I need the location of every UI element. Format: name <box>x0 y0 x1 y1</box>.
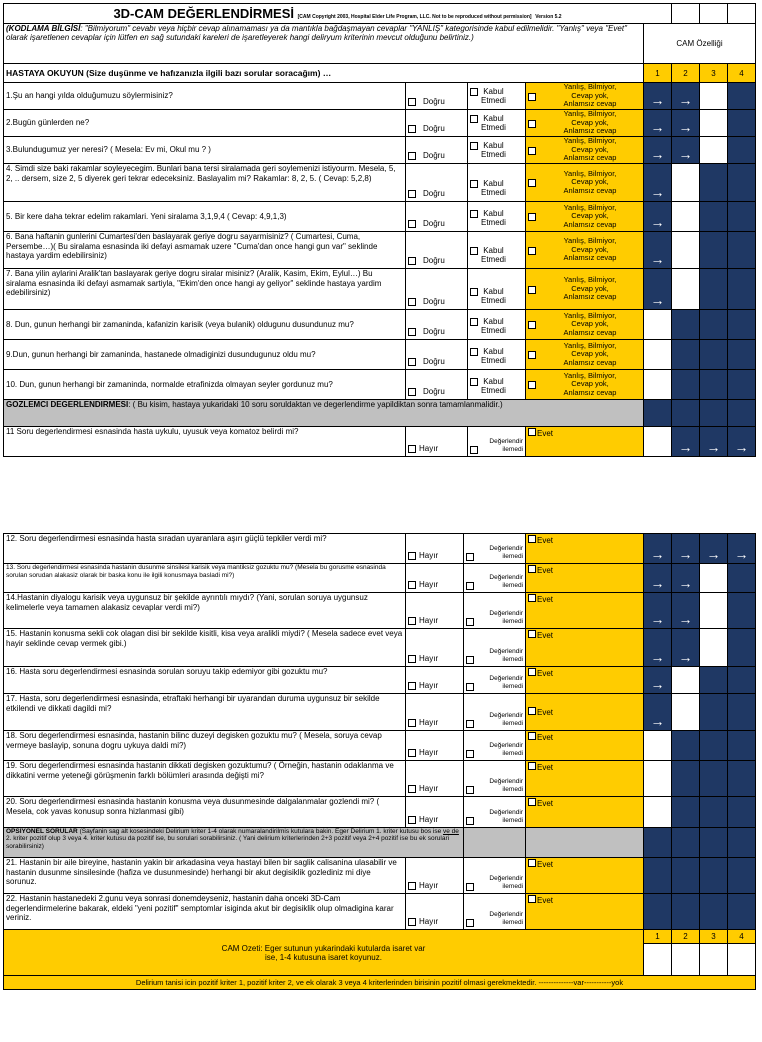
feature-4-blank <box>728 83 756 110</box>
feature-2-arrow[interactable]: → <box>672 534 700 564</box>
checkbox-icon[interactable] <box>470 142 478 150</box>
feature-3-blank <box>700 797 728 828</box>
option-no[interactable]: Hayır <box>406 564 464 593</box>
feature-2-arrow[interactable]: → <box>672 564 700 593</box>
option-wrong[interactable]: Yanlış, Bilmiyor, Cevap yok, Anlamsız cevap <box>526 269 644 310</box>
feature-3-blank <box>700 761 728 797</box>
optional-question-row <box>4 858 756 894</box>
question-text: 8. Dun, gunun herhangi bir zamaninda, kafanizin karisik (veya bulanik) oldugunu dusundunuz mu? <box>4 310 406 340</box>
checkbox-icon[interactable] <box>528 213 536 221</box>
page-title <box>4 4 672 24</box>
option-correct[interactable]: Doğru <box>406 232 468 269</box>
option-wrong[interactable]: Yanlış, Bilmiyor, Cevap yok, Anlamsız cevap <box>526 232 644 269</box>
option-refused[interactable]: Kabul Etmedi <box>468 164 526 202</box>
feature-1-arrow[interactable]: → <box>644 232 672 269</box>
question-text: 22. Hastanin hastanedeki 2.gunu veya sonrasi donemdeyseniz, hastanin daha onceki 3D-Cam degerlendirmelerine bakarak, eldeki "yeni pozitif" semptomlar isiginda akut bir degisiklik olup olmadigina karar veriniz. <box>4 894 406 930</box>
version-text: Version 5.2 <box>535 14 562 20</box>
checkbox-icon[interactable] <box>408 655 416 663</box>
question-text: 9.Dun, gunun herhangi bir zamaninda, hastanede olmadiginizi dusundugunuz oldu mu? <box>4 340 406 370</box>
option-no[interactable]: Hayır <box>406 858 464 894</box>
option-not-assessable[interactable]: Değerlendir ilemedi <box>464 894 526 930</box>
option-correct[interactable]: Doğru <box>406 340 468 370</box>
checkbox-icon[interactable] <box>466 720 474 728</box>
feature-3-box[interactable] <box>700 593 728 629</box>
feature-2-arrow[interactable]: → <box>672 137 700 164</box>
feature-3-box[interactable] <box>700 83 728 110</box>
checkbox-icon[interactable] <box>470 88 478 96</box>
option-refused[interactable]: Kabul Etmedi <box>468 340 526 370</box>
checkbox-icon[interactable] <box>528 668 536 676</box>
title-text: 3D-CAM DEĞERLENDİRMESİ <box>113 6 295 21</box>
feature-3-box[interactable] <box>700 137 728 164</box>
feature-4-blank <box>728 797 756 828</box>
checkbox-icon[interactable] <box>408 98 416 106</box>
checkbox-icon[interactable] <box>408 785 416 793</box>
feature-4-blank <box>728 731 756 761</box>
feature-4-arrow[interactable]: → <box>728 534 756 564</box>
checkbox-icon[interactable] <box>470 210 478 218</box>
feature-4-blank <box>728 232 756 269</box>
feature-2-arrow[interactable]: → <box>672 593 700 629</box>
feature-col-3: 3 <box>700 64 728 83</box>
option-yes[interactable]: Evet <box>526 427 644 457</box>
checkbox-icon[interactable] <box>408 552 416 560</box>
patient-question-row <box>4 232 756 269</box>
checkbox-icon[interactable] <box>528 565 536 573</box>
optional-question-row <box>4 894 756 930</box>
feature-1-arrow[interactable]: → <box>644 564 672 593</box>
option-wrong[interactable]: Yanlış, Bilmiyor, Cevap yok, Anlamsız cevap <box>526 202 644 232</box>
checkbox-icon[interactable] <box>408 749 416 757</box>
checkbox-icon[interactable] <box>408 617 416 625</box>
option-wrong[interactable]: Yanlış, Bilmiyor, Cevap yok, Anlamsız cevap <box>526 310 644 340</box>
checkbox-icon[interactable] <box>470 247 478 255</box>
checkbox-icon[interactable] <box>528 179 536 187</box>
question-text: 13. Soru degerlendirmesi esnasinda hastanin dusunme sinsilesi karisik veya mantiksiz gozuktu mu? (Mesela bu gorusme esnasinda sorulan sorudan alakasiz olarak bir baska konu ile ilgili konusmaya basladi mi?) <box>4 564 406 593</box>
option-wrong[interactable]: Yanlış, Bilmiyor, Cevap yok, Anlamsız cevap <box>526 137 644 164</box>
option-no[interactable]: Hayır <box>406 593 464 629</box>
option-no[interactable]: Hayır <box>406 534 464 564</box>
feature-col-4: 4 <box>728 64 756 83</box>
feature-4-blank <box>728 761 756 797</box>
option-yes[interactable]: Evet <box>526 694 644 731</box>
checkbox-icon[interactable] <box>528 707 536 715</box>
question-text: 15. Hastanin konusma sekli cok olagan disi bir sekilde kisitli, kisa veya aralikli miydi? ( Mesela sadece evet veya hayir seklinde cevap vermek gibi.) <box>4 629 406 667</box>
observer-question-row <box>4 797 756 828</box>
summary-col-1: 1 <box>644 930 672 944</box>
checkbox-icon[interactable] <box>528 594 536 602</box>
question-text: 21. Hastanin bir aile bireyine, hastanin yakin bir arkadasina veya hastayi bilen bir saglik calisanina ulasabilir ve hastanin dusunme sinsilesinde (hafiza ve dusunmesinde) herhangi bir akut degisiklik gozlediniz mi diye sorunuz. <box>4 858 406 894</box>
feature-4-blank <box>728 269 756 310</box>
feature-1-arrow[interactable]: → <box>644 629 672 667</box>
option-yes[interactable]: Evet <box>526 629 644 667</box>
checkbox-icon[interactable] <box>408 358 416 366</box>
summary-box-4[interactable] <box>728 944 756 976</box>
option-correct[interactable]: Doğru <box>406 202 468 232</box>
checkbox-icon[interactable] <box>528 630 536 638</box>
option-wrong[interactable]: Yanlış, Bilmiyor, Cevap yok, Anlamsız cevap <box>526 370 644 400</box>
option-correct[interactable]: Doğru <box>406 83 468 110</box>
option-refused[interactable]: Kabul Etmedi <box>468 269 526 310</box>
option-not-assessable[interactable]: Değerlendir ilemedi <box>464 534 526 564</box>
option-refused[interactable]: Kabul Etmedi <box>468 83 526 110</box>
feature-2-box[interactable] <box>672 232 700 269</box>
read-to-patient-header: HASTAYA OKUYUN (Size duşünme ve hafızanızla ilgili bazı sorular soracağım) … <box>4 64 644 83</box>
option-yes[interactable]: Evet <box>526 534 644 564</box>
question-text: 6. Bana haftanin gunlerini Cumartesi'den baslayarak geriye dogru sayarmisiniz? ( Cumartesi, Cuma, Persembe…)( Bu siralama esnasinda iki defayi asmamak uzere "Cuma'dan once hangi gun var" seklinde hastaya yardim edebilirsiniz) <box>4 232 406 269</box>
option-correct[interactable]: Doğru <box>406 269 468 310</box>
option-correct[interactable]: Doğru <box>406 137 468 164</box>
option-yes[interactable]: Evet <box>526 667 644 694</box>
option-no[interactable]: Hayır <box>406 694 464 731</box>
assessment-table-part2 <box>3 533 756 990</box>
question-text: 4. Simdi size baki rakamlar soyleyecegim. Bunlari bana tersi siralamada geri soylemenizi istiyourm. Mesela, 5, 2, .. dersem, size 2, 5 diyerek geri tekrar edeceksiniz. Baslayalim mi? Rakamlar: 8, 2, 5. ( Cevap: 5,2,8) <box>4 164 406 202</box>
checkbox-icon[interactable] <box>466 582 474 590</box>
feature-2-arrow[interactable]: → <box>672 427 700 457</box>
checkbox-icon[interactable] <box>528 535 536 543</box>
observer-question-row <box>4 427 756 457</box>
option-refused[interactable]: Kabul Etmedi <box>468 232 526 269</box>
option-yes[interactable]: Evet <box>526 858 644 894</box>
observer-header: GOZLEMCI DEGERLENDIRMESI: ( Bu kisim, hastaya yukaridaki 10 soru soruldaktan ve degerlendirme yapildiktan sonra tamamlanmalidir.) <box>4 400 644 427</box>
assessment-table-part1 <box>3 3 756 457</box>
option-not-assessable[interactable]: Değerlendir ilemedi <box>464 629 526 667</box>
question-text: 18. Soru degerlendirmesi esnasinda, hastanin bilinc duzeyi degisken gozuktu mu? ( Mesela, soruya cevap vermeye baslayip, sonuna dogru uykuya daldi mi?) <box>4 731 406 761</box>
observer-question-row <box>4 534 756 564</box>
question-text: 5. Bir kere daha tekrar edelim rakamlari. Yeni siralama 3,1,9,4 ( Cevap: 4,9,1,3) <box>4 202 406 232</box>
feature-3-blank <box>700 694 728 731</box>
feature-1-arrow[interactable]: → <box>644 110 672 137</box>
question-text: 7. Bana yilin aylarini Aralik'tan baslayarak geriye dogru siralar misiniz? (Aralik, Kasim, Ekim, Eylul…) Bu siralama esnasinda iki defayi asmamak sartiyla, "Ekim'den once hangi ay geliyor" seklinde hastaya yardim edebilirsiniz) <box>4 269 406 310</box>
checkbox-icon[interactable] <box>408 719 416 727</box>
feature-2-box[interactable] <box>672 694 700 731</box>
feature-1-arrow[interactable]: → <box>644 534 672 564</box>
feature-1-box[interactable] <box>644 731 672 761</box>
option-not-assessable[interactable]: Değerlendir ilemedi <box>464 694 526 731</box>
feature-1-arrow[interactable]: → <box>644 202 672 232</box>
question-text: 10. Dun, gunun herhangi bir zamaninda, normalde etrafinizda olmayan seyler gordunuz mu? <box>4 370 406 400</box>
option-wrong[interactable]: Yanlış, Bilmiyor, Cevap yok, Anlamsız cevap <box>526 110 644 137</box>
feature-3-blank <box>700 310 728 340</box>
option-no[interactable]: Hayır <box>406 894 464 930</box>
feature-3-blank <box>700 164 728 202</box>
checkbox-icon[interactable] <box>528 93 536 101</box>
summary-col-4: 4 <box>728 930 756 944</box>
checkbox-icon[interactable] <box>408 581 416 589</box>
option-correct[interactable]: Doğru <box>406 370 468 400</box>
feature-2-blank <box>672 731 700 761</box>
summary-box-1[interactable] <box>644 944 672 976</box>
checkbox-icon[interactable] <box>528 247 536 255</box>
feature-1-arrow[interactable]: → <box>644 667 672 694</box>
checkbox-icon[interactable] <box>466 883 474 891</box>
feature-1-box[interactable] <box>644 310 672 340</box>
option-not-assessable[interactable]: Değerlendir ilemedi <box>464 797 526 828</box>
feature-2-box[interactable] <box>672 269 700 310</box>
checkbox-icon[interactable] <box>528 351 536 359</box>
checkbox-icon[interactable] <box>470 288 478 296</box>
option-not-assessable[interactable]: Değerlendir ilemedi <box>464 858 526 894</box>
option-wrong[interactable]: Yanlış, Bilmiyor, Cevap yok, Anlamsız cevap <box>526 340 644 370</box>
checkbox-icon[interactable] <box>466 750 474 758</box>
summary-col-2: 2 <box>672 930 700 944</box>
question-text: 1.Şu an hangi yılda olduğumuzu söylermisiniz? <box>4 83 406 110</box>
checkbox-icon[interactable] <box>408 152 416 160</box>
checkbox-icon[interactable] <box>466 919 474 927</box>
checkbox-icon[interactable] <box>528 428 536 436</box>
observer-question-row <box>4 593 756 629</box>
feature-1-arrow[interactable]: → <box>644 694 672 731</box>
option-not-assessable[interactable]: Değerlendir ilemedi <box>464 564 526 593</box>
summary-col-3: 3 <box>700 930 728 944</box>
feature-1-arrow[interactable]: → <box>644 593 672 629</box>
checkbox-icon[interactable] <box>466 618 474 626</box>
checkbox-icon[interactable] <box>470 115 478 123</box>
checkbox-icon[interactable] <box>528 120 536 128</box>
option-wrong[interactable]: Yanlış, Bilmiyor, Cevap yok, Anlamsız cevap <box>526 164 644 202</box>
checkbox-icon[interactable] <box>528 762 536 770</box>
checkbox-icon[interactable] <box>528 859 536 867</box>
feature-3-blank <box>700 340 728 370</box>
question-text: 17. Hasta, soru degerlendirmesi esnasinda, etraftaki herhangi bir uyarandan duruma uygunsuz bir sekilde etkilendi ve dikkati dagildi mi? <box>4 694 406 731</box>
feature-3-box[interactable] <box>700 564 728 593</box>
option-wrong[interactable]: Yanlış, Bilmiyor, Cevap yok, Anlamsız cevap <box>526 83 644 110</box>
option-refused[interactable]: Kabul Etmedi <box>468 310 526 340</box>
patient-question-row <box>4 110 756 137</box>
feature-1-box[interactable] <box>644 427 672 457</box>
checkbox-icon[interactable] <box>528 895 536 903</box>
patient-question-row <box>4 310 756 340</box>
checkbox-icon[interactable] <box>528 321 536 329</box>
feature-2-box[interactable] <box>672 667 700 694</box>
feature-2-blank <box>672 340 700 370</box>
feature-1-box[interactable] <box>644 761 672 797</box>
checkbox-icon[interactable] <box>408 882 416 890</box>
cam-summary: CAM Ozeti: Eger sutunun yukarindaki kutularda isaret var ise, 1-4 kutusuna isaret koyunuz. <box>4 930 644 976</box>
checkbox-icon[interactable] <box>408 190 416 198</box>
checkbox-icon[interactable] <box>528 381 536 389</box>
question-text: 2.Bugün günlerden ne? <box>4 110 406 137</box>
feature-4-blank <box>728 202 756 232</box>
delirium-diagnosis-rule: Delirium tanisi icin pozitif kriter 1, pozitif kriter 2, ve ek olarak 3 veya 4 kriterlerinden birisinin pozitif olmasi gerekmektedir. --------------var-----------yok <box>4 976 756 990</box>
feature-4-arrow[interactable]: → <box>728 427 756 457</box>
feature-1-arrow[interactable]: → <box>644 164 672 202</box>
feature-1-box[interactable] <box>644 797 672 828</box>
feature-3-blank <box>700 269 728 310</box>
feature-1-arrow[interactable]: → <box>644 269 672 310</box>
question-text: 11 Soru degerlendirmesi esnasinda hasta uykulu, uyusuk veya komatoz belirdi mi? <box>4 427 406 457</box>
feature-3-blank <box>700 370 728 400</box>
checkbox-icon[interactable] <box>408 125 416 133</box>
feature-4-blank <box>728 667 756 694</box>
option-refused[interactable]: Kabul Etmedi <box>468 110 526 137</box>
feature-3-box[interactable] <box>700 110 728 137</box>
checkbox-icon[interactable] <box>408 220 416 228</box>
option-correct[interactable]: Doğru <box>406 110 468 137</box>
feature-3-blank <box>700 232 728 269</box>
feature-4-blank <box>728 137 756 164</box>
checkbox-icon[interactable] <box>408 298 416 306</box>
checkbox-icon[interactable] <box>408 328 416 336</box>
optional-questions-header: OPSIYONEL SORULAR (Sayfanin sag alt kosesindeki Delirium kriter 1-4 olarak numaralandirilmis kutulara bakin. Eger Delirium 1. kriter kutusu bos ise ve de 2. kriter pozitif olup 3 veya 4. kriter kutusu da pozitif ise, bu sorulari sorabilirsiniz. ( Yani delirium kriterlerinden 2+3 pozitif veya 2+4 pozitif ise bu ek sorulari sorabilirsiniz) <box>4 828 464 858</box>
question-text: 16. Hasta soru degerlendirmesi esnasinda sorulan soruyu takip edemiyor gibi gozuktu mu? <box>4 667 406 694</box>
option-no[interactable]: Hayır <box>406 667 464 694</box>
checkbox-icon[interactable] <box>528 147 536 155</box>
feature-2-box[interactable] <box>672 202 700 232</box>
option-not-assessable[interactable]: Değerlendir ilemedi <box>464 731 526 761</box>
feature-2-arrow[interactable]: → <box>672 83 700 110</box>
option-yes[interactable]: Evet <box>526 894 644 930</box>
checkbox-icon[interactable] <box>408 257 416 265</box>
option-yes[interactable]: Evet <box>526 761 644 797</box>
option-refused[interactable]: Kabul Etmedi <box>468 137 526 164</box>
option-yes[interactable]: Evet <box>526 593 644 629</box>
checkbox-icon[interactable] <box>466 786 474 794</box>
option-yes[interactable]: Evet <box>526 564 644 593</box>
feature-4-blank <box>728 164 756 202</box>
option-yes[interactable]: Evet <box>526 797 644 828</box>
summary-box-2[interactable] <box>672 944 700 976</box>
observer-question-row <box>4 694 756 731</box>
feature-2-arrow[interactable]: → <box>672 629 700 667</box>
checkbox-icon[interactable] <box>466 553 474 561</box>
checkbox-icon[interactable] <box>470 446 478 454</box>
option-not-assessable[interactable]: Değerlendir ilemedi <box>464 761 526 797</box>
feature-2-blank <box>672 761 700 797</box>
question-text: 20. Soru degerlendirmesi esnasinda hastanin konusma veya dusunmesinde dalgalanmalar gozlendi mi? ( Mesela, cok yavas konusup sonra hizlanmasi gibi) <box>4 797 406 828</box>
option-correct[interactable]: Doğru <box>406 310 468 340</box>
feature-2-arrow[interactable]: → <box>672 110 700 137</box>
checkbox-icon[interactable] <box>408 918 416 926</box>
checkbox-icon[interactable] <box>470 378 478 386</box>
cam-feature-header: CAM Özelliği <box>644 24 756 64</box>
feature-4-blank <box>728 593 756 629</box>
option-no[interactable]: Hayır <box>406 797 464 828</box>
option-not-assessable[interactable]: Değerlendir ilemedi <box>464 667 526 694</box>
feature-4-blank <box>728 629 756 667</box>
question-text: 14.Hastanin diyalogu karisik veya uygunsuz bir şekilde ayrıntılı mıydı? (Yani, sorulan soruya uygunsuz kelimelerle veya tamamen alakasiz cevaplar verdi mi?) <box>4 593 406 629</box>
feature-2-box[interactable] <box>672 164 700 202</box>
feature-1-arrow[interactable]: → <box>644 83 672 110</box>
feature-4-blank <box>728 694 756 731</box>
checkbox-icon[interactable] <box>470 348 478 356</box>
feature-3-arrow[interactable]: → <box>700 427 728 457</box>
option-no[interactable]: Hayır <box>406 761 464 797</box>
option-no[interactable]: Hayır <box>406 629 464 667</box>
option-no[interactable]: Hayır <box>406 427 468 457</box>
patient-question-row <box>4 340 756 370</box>
question-text: 19. Soru degerlendirmesi esnasinda hastanin dikkati degisken gozuktumu? ( Örneğin, hastanin odaklanma ve dikkatini verme yeteneği görüşmenin farklı bölümleri arasında değişti mi? <box>4 761 406 797</box>
patient-question-row <box>4 164 756 202</box>
option-yes[interactable]: Evet <box>526 731 644 761</box>
feature-4-blank <box>728 310 756 340</box>
feature-2-blank <box>672 797 700 828</box>
patient-question-row <box>4 83 756 110</box>
patient-question-row <box>4 370 756 400</box>
checkbox-icon[interactable] <box>466 817 474 825</box>
feature-3-blank <box>700 667 728 694</box>
checkbox-icon[interactable] <box>466 656 474 664</box>
feature-3-box[interactable] <box>700 629 728 667</box>
observer-question-row <box>4 564 756 593</box>
feature-1-arrow[interactable]: → <box>644 137 672 164</box>
checkbox-icon[interactable] <box>408 445 416 453</box>
feature-4-blank <box>728 564 756 593</box>
question-text: 12. Soru degerlendirmesi esnasinda hasta sıradan uyaranlara aşırı güçlü tepkiler verdi mi? <box>4 534 406 564</box>
feature-3-blank <box>700 202 728 232</box>
checkbox-icon[interactable] <box>408 388 416 396</box>
feature-4-blank <box>728 370 756 400</box>
patient-question-row <box>4 269 756 310</box>
observer-question-row <box>4 731 756 761</box>
feature-1-box[interactable] <box>644 370 672 400</box>
checkbox-icon[interactable] <box>408 816 416 824</box>
observer-question-row <box>4 667 756 694</box>
feature-1-box[interactable] <box>644 340 672 370</box>
patient-question-row <box>4 202 756 232</box>
checkbox-icon[interactable] <box>466 683 474 691</box>
option-not-assessable[interactable]: Değerlendir ilemedi <box>464 593 526 629</box>
coding-info: (KODLAMA BİLGİSİ: "Bilmiyorum" cevabı veya hiçbir cevap alınamaması ya da mantıkla bağdaşmayan cevaplar "YANLIŞ" kategorisinde kabul edilmelidir. "Yanlış" veya "Evet" olarak işaretlenen cevaplar için lütfen en sağ sutundaki kareleri de işaretleyerek hangi deliryum kriterinin mevcut olduğunu belirtiniz.) <box>4 24 644 64</box>
checkbox-icon[interactable] <box>528 286 536 294</box>
feature-2-blank <box>672 370 700 400</box>
feature-col-2: 2 <box>672 64 700 83</box>
option-correct[interactable]: Doğru <box>406 164 468 202</box>
checkbox-icon[interactable] <box>408 682 416 690</box>
feature-3-blank <box>700 731 728 761</box>
checkbox-icon[interactable] <box>470 180 478 188</box>
feature-col-1: 1 <box>644 64 672 83</box>
observer-question-row <box>4 761 756 797</box>
feature-3-arrow[interactable]: → <box>700 534 728 564</box>
feature-4-blank <box>728 110 756 137</box>
checkbox-icon[interactable] <box>528 798 536 806</box>
option-refused[interactable]: Kabul Etmedi <box>468 202 526 232</box>
option-refused[interactable]: Kabul Etmedi <box>468 370 526 400</box>
patient-question-row <box>4 137 756 164</box>
option-no[interactable]: Hayır <box>406 731 464 761</box>
feature-4-blank <box>728 340 756 370</box>
option-not-assessable[interactable]: Değerlendir ilemedi <box>468 427 526 457</box>
copyright-text: [CAM Copyright 2003, Hospital Elder Life Program, LLC. Not to be reproduced without permission] <box>297 14 532 20</box>
feature-2-blank <box>672 310 700 340</box>
observer-question-row <box>4 629 756 667</box>
checkbox-icon[interactable] <box>528 732 536 740</box>
question-text: 3.Bulundugumuz yer neresi? ( Mesela: Ev mi, Okul mu ? ) <box>4 137 406 164</box>
checkbox-icon[interactable] <box>470 318 478 326</box>
summary-box-3[interactable] <box>700 944 728 976</box>
